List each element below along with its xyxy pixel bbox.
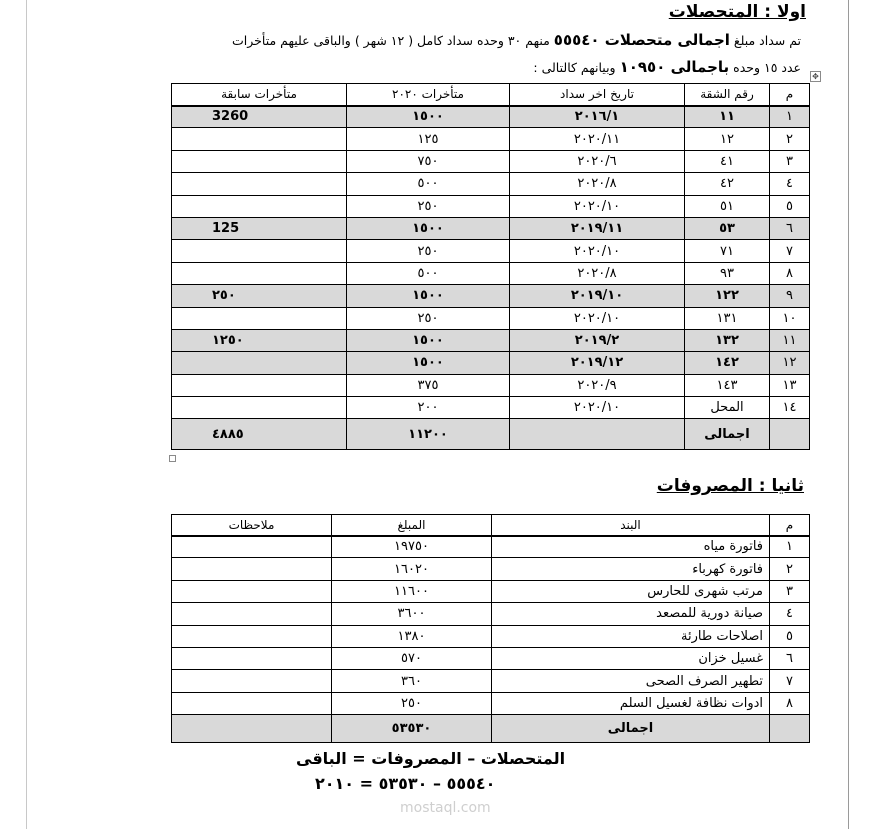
previous-arrears [172, 240, 347, 262]
arrears-2020: ٥٠٠ [347, 262, 510, 284]
arrears-row [172, 262, 810, 284]
summary-calculation: ٥٥٥٤٠ – ٥٣٥٣٠ = ٢٠١٠ [315, 774, 496, 793]
unit-number: ٤١ [685, 150, 770, 172]
expense-notes [172, 625, 332, 647]
arrears-header-row [172, 84, 810, 106]
exp-total-amount: ٥٣٥٣٠ [332, 715, 492, 743]
arrears-2020: ١٢٥ [347, 128, 510, 150]
summary-formula: المتحصلات – المصروفات = الباقى [296, 749, 566, 768]
table-resize-handle-icon[interactable] [169, 455, 176, 462]
unit-number: ٥١ [685, 195, 770, 217]
row-index: ١١ [770, 329, 810, 351]
expense-item: فاتورة مياه [492, 536, 770, 558]
expenses-total-row [172, 715, 810, 743]
previous-arrears [172, 150, 347, 172]
last-payment-date: ٢٠١٩/١٢ [510, 352, 685, 374]
expense-notes [172, 603, 332, 625]
exp-header-notes: ملاحظات [172, 515, 332, 536]
expense-amount: ١٩٧٥٠ [332, 536, 492, 558]
total-index-cell [770, 419, 810, 450]
last-payment-date: ٢٠٢٠/١٠ [510, 240, 685, 262]
arrears-2020: ٢٥٠ [347, 307, 510, 329]
exp-total-label: اجمالى [492, 715, 770, 743]
last-payment-date: ٢٠١٩/١١ [510, 217, 685, 239]
arrears-2020: ٢٥٠ [347, 240, 510, 262]
arrears-2020: ١٥٠٠ [347, 217, 510, 239]
last-payment-date: ٢٠٢٠/١٠ [510, 195, 685, 217]
arrears-row [172, 195, 810, 217]
previous-arrears [172, 195, 347, 217]
arrears-row [172, 285, 810, 307]
watermark-text: mostaql.com [400, 800, 491, 816]
expense-row [172, 625, 810, 647]
previous-arrears [172, 173, 347, 195]
exp-row-index: ٣ [770, 580, 810, 602]
row-index: ١٢ [770, 352, 810, 374]
expense-notes [172, 558, 332, 580]
unit-number: ٤٢ [685, 173, 770, 195]
arrears-row [172, 217, 810, 239]
expense-item: غسيل خزان [492, 647, 770, 669]
expense-notes [172, 670, 332, 692]
previous-arrears [172, 374, 347, 396]
intro-line2-c: وبيانهم كالتالى : [533, 60, 616, 75]
exp-total-index-cell [770, 715, 810, 743]
header-previous-arrears: متأخرات سابقة [172, 84, 347, 106]
exp-row-index: ٧ [770, 670, 810, 692]
arrears-2020: ١٥٠٠ [347, 329, 510, 351]
arrears-2020: ١٥٠٠ [347, 352, 510, 374]
arrears-2020: ٥٠٠ [347, 173, 510, 195]
expense-item: تطهير الصرف الصحى [492, 670, 770, 692]
exp-row-index: ٥ [770, 625, 810, 647]
exp-row-index: ٨ [770, 692, 810, 714]
arrears-table [171, 83, 810, 450]
unit-number: المحل [685, 397, 770, 419]
expenses-header-row [172, 515, 810, 536]
row-index: ٦ [770, 217, 810, 239]
expense-item: اصلاحات طارئة [492, 625, 770, 647]
page-left-edge [26, 0, 27, 829]
row-index: ١٠ [770, 307, 810, 329]
expense-amount: ٣٦٠٠ [332, 603, 492, 625]
exp-row-index: ١ [770, 536, 810, 558]
intro-line1-a: تم سداد مبلغ [733, 33, 801, 48]
arrears-2020: ٢٠٠ [347, 397, 510, 419]
arrears-row [172, 173, 810, 195]
previous-arrears [172, 128, 347, 150]
arrears-2020: ٢٥٠ [347, 195, 510, 217]
arrears-2020: ٧٥٠ [347, 150, 510, 172]
expense-amount: ١٣٨٠ [332, 625, 492, 647]
row-index: ١٤ [770, 397, 810, 419]
row-index: ٧ [770, 240, 810, 262]
header-unit: رقم الشقة [685, 84, 770, 106]
unit-number: ١٣١ [685, 307, 770, 329]
expense-notes [172, 692, 332, 714]
unit-number: ١١ [685, 106, 770, 128]
arrears-2020: ١٥٠٠ [347, 106, 510, 128]
exp-header-amount: المبلغ [332, 515, 492, 536]
expense-item: صيانة دورية للمصعد [492, 603, 770, 625]
exp-row-index: ٤ [770, 603, 810, 625]
unit-number: ١٢ [685, 128, 770, 150]
arrears-row [172, 307, 810, 329]
row-index: ١٣ [770, 374, 810, 396]
exp-row-index: ٦ [770, 647, 810, 669]
unit-number: ٩٣ [685, 262, 770, 284]
expense-row [172, 670, 810, 692]
arrears-2020: ١٥٠٠ [347, 285, 510, 307]
previous-arrears: 3260 [172, 106, 347, 128]
total-label: اجمالى [685, 419, 770, 450]
last-payment-date: ٢٠٢٠/١١ [510, 128, 685, 150]
last-payment-date: ٢٠١٩/١٠ [510, 285, 685, 307]
previous-arrears [172, 307, 347, 329]
unit-number: ١٢٢ [685, 285, 770, 307]
expense-row [172, 647, 810, 669]
expense-row [172, 580, 810, 602]
expense-row [172, 603, 810, 625]
expense-notes [172, 580, 332, 602]
previous-arrears [172, 352, 347, 374]
expense-amount: ٥٧٠ [332, 647, 492, 669]
last-payment-date: ٢٠٢٠/٨ [510, 173, 685, 195]
total-previous-arrears: ٤٨٨٥ [172, 419, 347, 450]
expense-row [172, 558, 810, 580]
intro-line1-c: منهم ٣٠ وحده سداد كامل ( ١٢ شهر ) والباقى عليهم متأخرات [232, 33, 550, 48]
unit-number: ٥٣ [685, 217, 770, 239]
exp-header-item: البند [492, 515, 770, 536]
last-payment-date: ٢٠١٩/٢ [510, 329, 685, 351]
expense-item: ادوات نظافة لغسيل السلم [492, 692, 770, 714]
expense-amount: ١١٦٠٠ [332, 580, 492, 602]
expense-row [172, 536, 810, 558]
row-index: ٥ [770, 195, 810, 217]
row-index: ٣ [770, 150, 810, 172]
expense-item: فاتورة كهرباء [492, 558, 770, 580]
expense-amount: ٢٥٠ [332, 692, 492, 714]
last-payment-date: ٢٠٢٠/٦ [510, 150, 685, 172]
unit-number: ١٣٢ [685, 329, 770, 351]
total-date-cell [510, 419, 685, 450]
last-payment-date: ٢٠٢٠/١٠ [510, 307, 685, 329]
arrears-row [172, 329, 810, 351]
intro-line2-b: باجمالى ١٠٩٥٠ [619, 58, 730, 76]
expense-item: مرتب شهرى للحارس [492, 580, 770, 602]
previous-arrears: ٢٥٠ [172, 285, 347, 307]
page-right-edge [848, 0, 849, 829]
last-payment-date: ٢٠١٦/١ [510, 106, 685, 128]
previous-arrears [172, 262, 347, 284]
arrears-row [172, 374, 810, 396]
arrears-total-row [172, 419, 810, 450]
table-move-handle-icon[interactable]: ✥ [810, 71, 821, 82]
header-index: م [770, 84, 810, 106]
arrears-row [172, 128, 810, 150]
section1-intro-line2 [533, 58, 801, 76]
previous-arrears: ١٢٥٠ [172, 329, 347, 351]
section1-intro-line1 [232, 31, 801, 49]
expense-notes [172, 536, 332, 558]
exp-header-index: م [770, 515, 810, 536]
arrears-row [172, 240, 810, 262]
section2-title: ثانيا : المصروفات [656, 476, 804, 496]
expenses-table [171, 514, 810, 743]
expense-notes [172, 647, 332, 669]
total-arrears-2020: ١١٢٠٠ [347, 419, 510, 450]
last-payment-date: ٢٠٢٠/١٠ [510, 397, 685, 419]
unit-number: ٧١ [685, 240, 770, 262]
expense-amount: ١٦٠٢٠ [332, 558, 492, 580]
arrears-2020: ٣٧٥ [347, 374, 510, 396]
unit-number: ١٤٣ [685, 374, 770, 396]
section1-title: اولا : المتحصلات [668, 2, 806, 22]
exp-row-index: ٢ [770, 558, 810, 580]
row-index: ٨ [770, 262, 810, 284]
row-index: ٤ [770, 173, 810, 195]
row-index: ٢ [770, 128, 810, 150]
header-last-payment: تاريخ اخر سداد [510, 84, 685, 106]
previous-arrears: 125 [172, 217, 347, 239]
exp-total-notes-cell [172, 715, 332, 743]
last-payment-date: ٢٠٢٠/٩ [510, 374, 685, 396]
row-index: ١ [770, 106, 810, 128]
arrears-row [172, 397, 810, 419]
last-payment-date: ٢٠٢٠/٨ [510, 262, 685, 284]
previous-arrears [172, 397, 347, 419]
expense-row [172, 692, 810, 714]
intro-line1-b: اجمالى متحصلات ٥٥٥٤٠ [553, 31, 730, 49]
arrears-row [172, 150, 810, 172]
row-index: ٩ [770, 285, 810, 307]
expense-amount: ٣٦٠ [332, 670, 492, 692]
unit-number: ١٤٢ [685, 352, 770, 374]
header-arrears-2020: متأخرات ٢٠٢٠ [347, 84, 510, 106]
arrears-row [172, 106, 810, 128]
intro-line2-a: عدد ١٥ وحده [733, 60, 801, 75]
arrears-row [172, 352, 810, 374]
